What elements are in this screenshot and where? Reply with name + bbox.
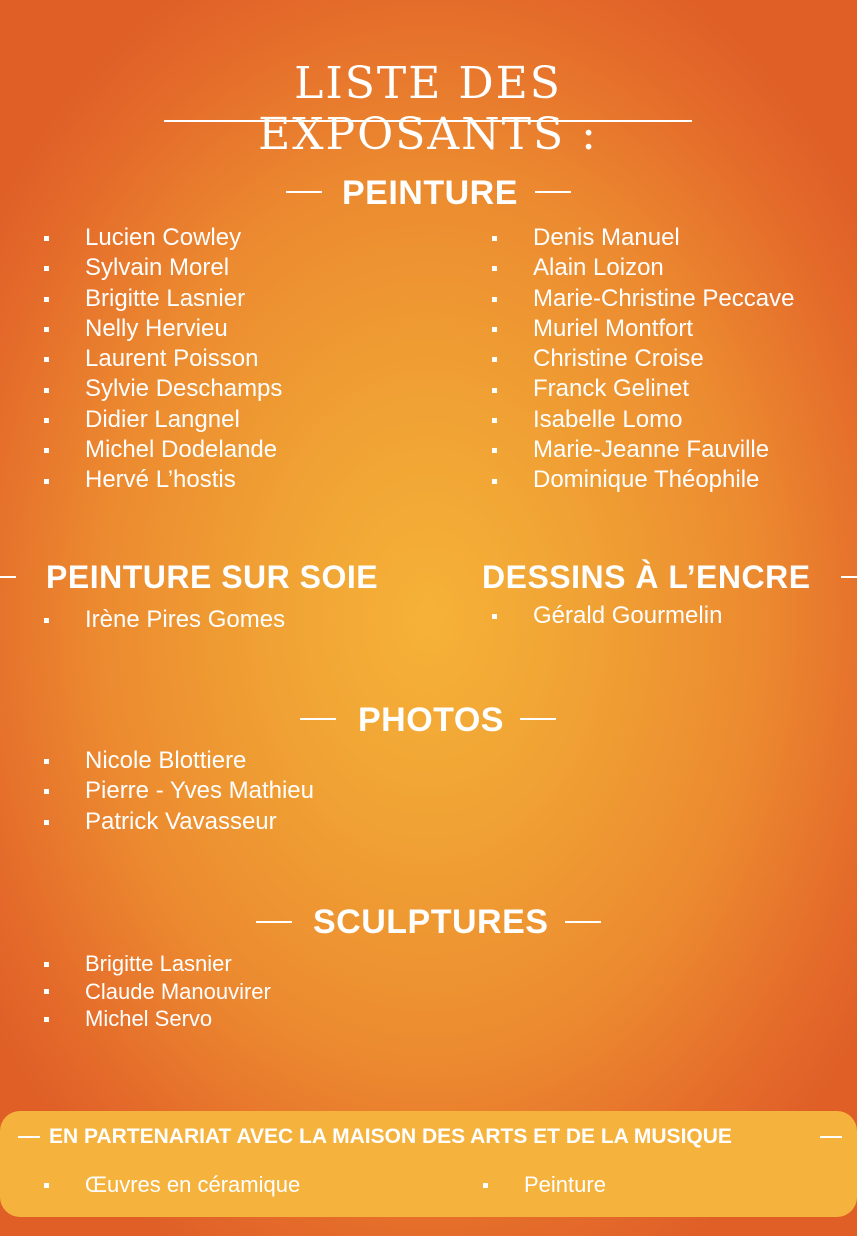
- list-item: Brigitte Lasnier: [44, 284, 282, 314]
- bullet-icon: [44, 789, 49, 794]
- list-item: Laurent Poisson: [44, 344, 282, 374]
- heading-rule-left: [300, 718, 336, 720]
- bullet-icon: [44, 357, 49, 362]
- list-item: Gérald Gourmelin: [492, 601, 722, 631]
- list-item: Patrick Vavasseur: [44, 807, 314, 837]
- partner-box: [0, 1111, 857, 1217]
- peinture-list-col1: [44, 223, 282, 496]
- list-item: Pierre - Yves Mathieu: [44, 776, 314, 806]
- bullet-icon: [44, 479, 49, 484]
- bullet-icon: [44, 759, 49, 764]
- section-heading-partenariat: EN PARTENARIAT AVEC LA MAISON DES ARTS ET DE LA MUSIQUE: [49, 1125, 732, 1148]
- bullet-icon: [44, 989, 49, 994]
- heading-rule-left: [0, 576, 16, 578]
- list-item: Michel Dodelande: [44, 435, 282, 465]
- bullet-icon: [44, 266, 49, 271]
- section-heading-dessins-encre: DESSINS À L’ENCRE: [482, 559, 811, 595]
- list-item: Dominique Théophile: [492, 465, 794, 495]
- list-item: Œuvres en céramique: [44, 1170, 300, 1200]
- list-item: Denis Manuel: [492, 223, 794, 253]
- peinture-list-col2: [492, 223, 794, 496]
- heading-rule-left: [286, 191, 322, 193]
- list-item: Irène Pires Gomes: [44, 605, 285, 635]
- bullet-icon: [44, 236, 49, 241]
- bullet-icon: [492, 614, 497, 619]
- heading-rule-left: [256, 921, 292, 923]
- bullet-icon: [44, 448, 49, 453]
- heading-rule-right: [841, 576, 857, 578]
- bullet-icon: [483, 1183, 488, 1188]
- list-item: Michel Servo: [44, 1005, 271, 1033]
- bullet-icon: [44, 388, 49, 393]
- list-item: Nelly Hervieu: [44, 314, 282, 344]
- bullet-icon: [44, 618, 49, 623]
- bullet-icon: [44, 327, 49, 332]
- heading-rule-right: [535, 191, 571, 193]
- heading-rule-right: [565, 921, 601, 923]
- list-item: Sylvain Morel: [44, 253, 282, 283]
- sculptures-list: [44, 950, 271, 1033]
- bullet-icon: [492, 479, 497, 484]
- list-item: Alain Loizon: [492, 253, 794, 283]
- section-heading-sculptures: SCULPTURES: [313, 903, 549, 941]
- page-title: LISTE DES EXPOSANTS :: [258, 58, 598, 160]
- title-block: [164, 54, 692, 160]
- bullet-icon: [44, 418, 49, 423]
- bullet-icon: [492, 236, 497, 241]
- photos-list: [44, 746, 314, 837]
- section-heading-peinture: PEINTURE: [342, 174, 518, 212]
- bullet-icon: [492, 448, 497, 453]
- list-item: Nicole Blottiere: [44, 746, 314, 776]
- peinture-soie-list: [44, 605, 285, 635]
- list-item: Sylvie Deschamps: [44, 374, 282, 404]
- list-item: Muriel Montfort: [492, 314, 794, 344]
- heading-rule-right: [820, 1136, 842, 1138]
- bullet-icon: [44, 1183, 49, 1188]
- list-item: Franck Gelinet: [492, 374, 794, 404]
- list-item: Lucien Cowley: [44, 223, 282, 253]
- heading-rule-left: [18, 1136, 40, 1138]
- bullet-icon: [492, 266, 497, 271]
- list-item: Peinture: [483, 1170, 606, 1200]
- partenariat-list-col1: [44, 1170, 300, 1200]
- list-item: Christine Croise: [492, 344, 794, 374]
- list-item: Marie-Jeanne Fauville: [492, 435, 794, 465]
- bullet-icon: [44, 1017, 49, 1022]
- list-item: Hervé L’hostis: [44, 465, 282, 495]
- list-item: Claude Manouvirer: [44, 978, 271, 1006]
- bullet-icon: [44, 820, 49, 825]
- bullet-icon: [44, 962, 49, 967]
- list-item: Marie-Christine Peccave: [492, 284, 794, 314]
- bullet-icon: [44, 297, 49, 302]
- partenariat-list-col2: [483, 1170, 606, 1200]
- bullet-icon: [492, 388, 497, 393]
- dessins-encre-list: [492, 601, 722, 631]
- list-item: Isabelle Lomo: [492, 405, 794, 435]
- bullet-icon: [492, 327, 497, 332]
- bullet-icon: [492, 297, 497, 302]
- bullet-icon: [492, 357, 497, 362]
- section-heading-photos: PHOTOS: [358, 701, 504, 739]
- list-item: Brigitte Lasnier: [44, 950, 271, 978]
- bullet-icon: [492, 418, 497, 423]
- heading-rule-right: [520, 718, 556, 720]
- list-item: Didier Langnel: [44, 405, 282, 435]
- section-heading-peinture-soie: PEINTURE SUR SOIE: [46, 559, 379, 595]
